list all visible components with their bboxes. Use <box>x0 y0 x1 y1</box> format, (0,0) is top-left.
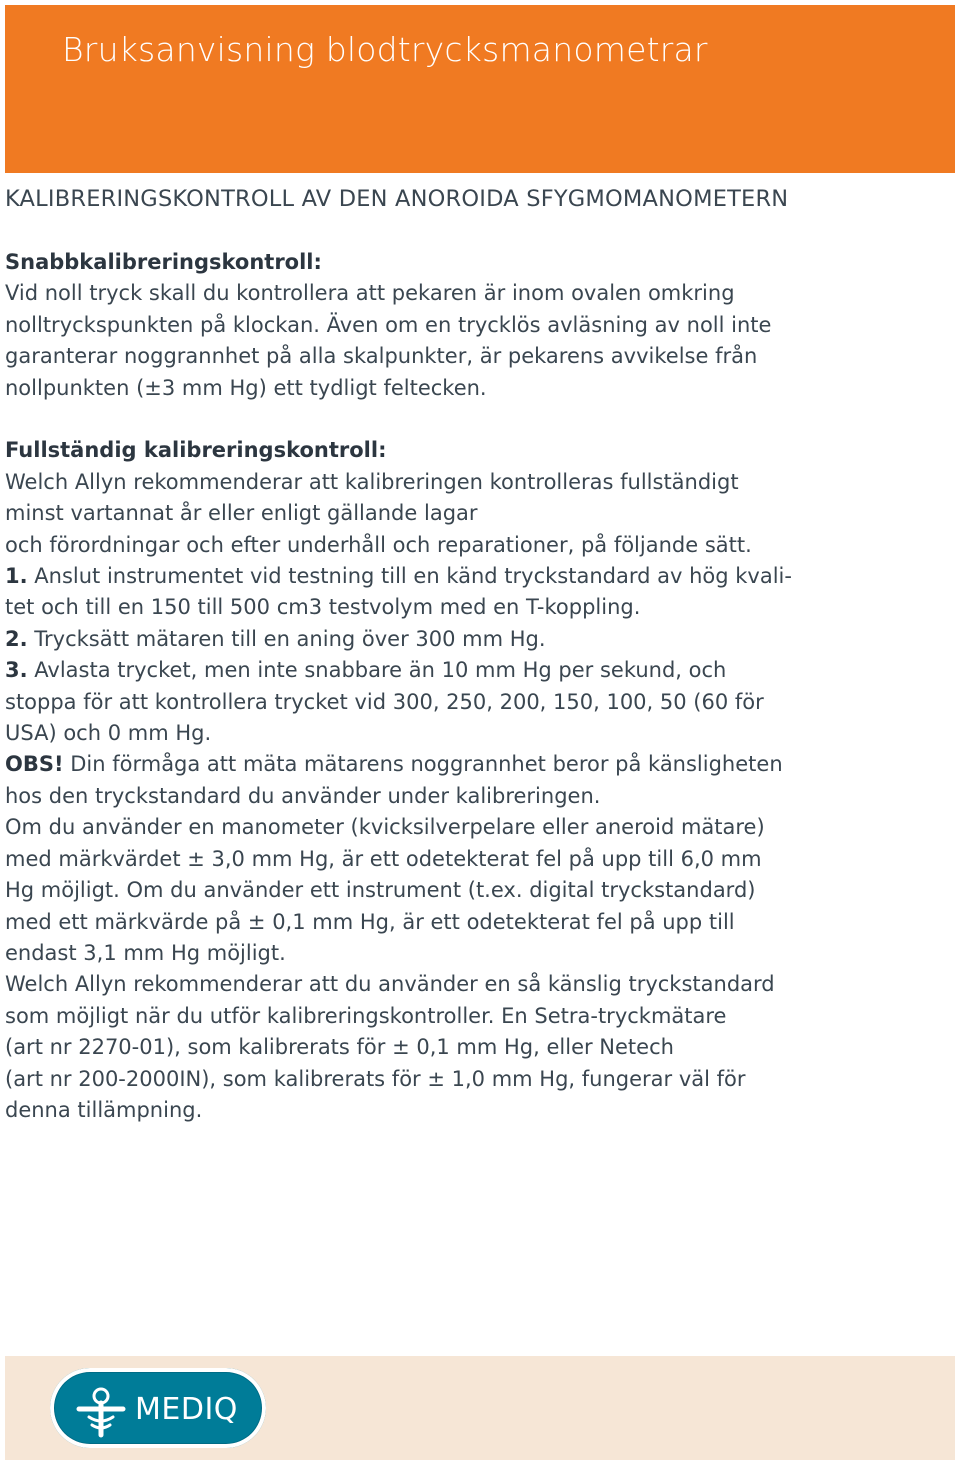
step-1-continued: tet och till en 150 till 500 cm3 testvolym med en T-koppling. <box>5 595 641 620</box>
step-3-continued: USA) och 0 mm Hg. <box>5 721 212 746</box>
full-check-intro-line: Welch Allyn rekommenderar att kalibreringen kontrolleras fullständigt <box>5 469 739 494</box>
page-title: Bruksanvisning blodtrycksmanometrar <box>62 30 708 69</box>
quick-check-line: nolltryckspunkten på klockan. Även om en trycklös avläsning av noll inte <box>5 312 772 337</box>
closing-line: denna tillämpning. <box>5 1097 203 1122</box>
mediq-logo <box>50 1368 266 1448</box>
section-heading: KALIBRERINGSKONTROLL AV DEN ANOROIDA SFYGMOMANOMETERN <box>5 186 789 212</box>
closing-line: endast 3,1 mm Hg möjligt. <box>5 940 286 965</box>
obs-note-continued: hos den tryckstandard du använder under kalibreringen. <box>5 783 601 808</box>
full-check-heading: Fullständig kalibreringskontroll: <box>5 438 387 463</box>
step-number: 3. <box>5 658 28 683</box>
logo-text: MEDIQ <box>135 1392 238 1427</box>
step-1: 1. Anslut instrumentet vid testning till en känd tryckstandard av hög kvali- <box>5 564 792 589</box>
obs-note: OBS! Din förmåga att mäta mätarens noggrannhet beror på känsligheten <box>5 752 783 777</box>
quick-check-line: nollpunkten (±3 mm Hg) ett tydligt feltecken. <box>5 375 487 400</box>
step-3: 3. Avlasta trycket, men inte snabbare än 10 mm Hg per sekund, och <box>5 658 727 683</box>
closing-line: som möjligt när du utför kalibreringskontroller. En Setra-tryckmätare <box>5 1003 727 1028</box>
closing-line: Om du använder en manometer (kvicksilverpelare eller aneroid mätare) <box>5 815 765 840</box>
closing-line: med ett märkvärde på ± 0,1 mm Hg, är ett odetekterat fel på upp till <box>5 909 735 934</box>
paragraph-gap <box>5 404 957 435</box>
full-check-intro-line: minst vartannat år eller enligt gällande lagar <box>5 501 478 526</box>
step-2: 2. Trycksätt mätaren till en aning över 300 mm Hg. <box>5 626 546 651</box>
quick-check-line: garanterar noggrannhet på alla skalpunkter, är pekarens avvikelse från <box>5 344 758 369</box>
full-check-intro-line: och förordningar och efter underhåll och reparationer, på följande sätt. <box>5 532 752 557</box>
quick-check-heading: Snabbkalibreringskontroll: <box>5 250 322 274</box>
step-3-continued: stoppa för att kontrollera trycket vid 300, 250, 200, 150, 100, 50 (60 för <box>5 689 764 714</box>
closing-line: (art nr 2270-01), som kalibrerats för ± 0,1 mm Hg, eller Netech <box>5 1035 674 1060</box>
logo-badge <box>55 1373 261 1443</box>
obs-label: OBS! <box>5 752 64 777</box>
step-number: 1. <box>5 564 28 589</box>
step-number: 2. <box>5 626 28 651</box>
closing-line: (art nr 200-2000IN), som kalibrerats för ± 1,0 mm Hg, fungerar väl för <box>5 1066 746 1091</box>
document-body <box>5 247 957 1126</box>
closing-line: med märkvärdet ± 3,0 mm Hg, är ett odetekterat fel på upp till 6,0 mm <box>5 846 762 871</box>
closing-line: Hg möjligt. Om du använder ett instrument (t.ex. digital tryckstandard) <box>5 878 756 903</box>
mediq-cross-icon <box>75 1387 127 1439</box>
closing-line: Welch Allyn rekommenderar att du använder en så känslig tryckstandard <box>5 972 775 997</box>
quick-check-line: Vid noll tryck skall du kontrollera att pekaren är inom ovalen omkring <box>5 281 735 306</box>
